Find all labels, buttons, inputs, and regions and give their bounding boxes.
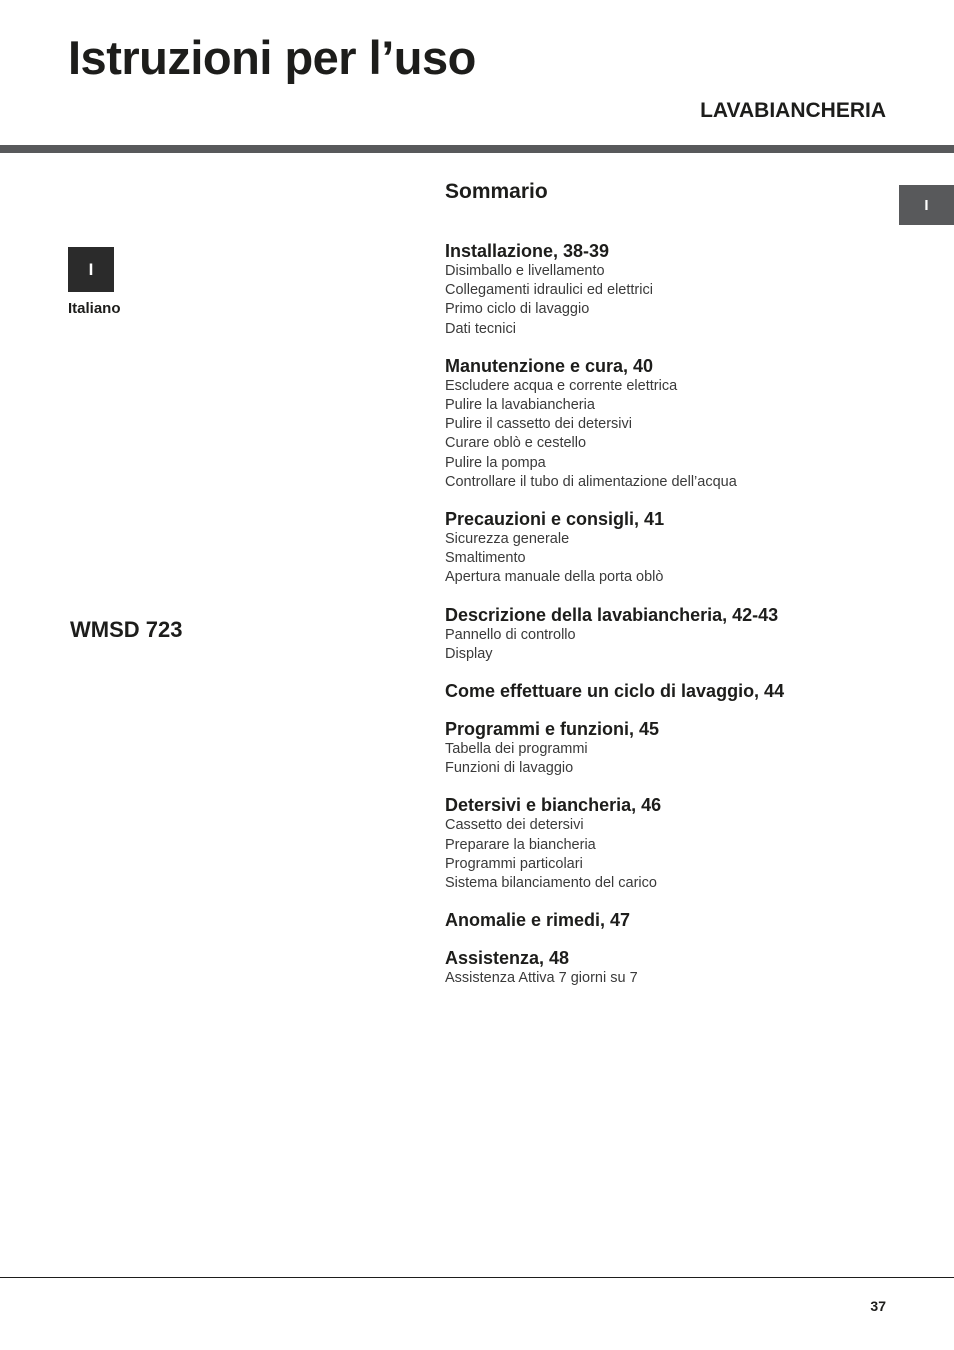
toc-section-title: Manutenzione e cura, 40 bbox=[445, 355, 654, 376]
table-of-contents bbox=[445, 240, 915, 1004]
toc-section-title: Anomalie e rimedi, 47 bbox=[445, 910, 631, 931]
toc-item: Collegamenti idraulici ed elettrici bbox=[445, 282, 653, 299]
toc-section-title: Detersivi e biancheria, 46 bbox=[445, 795, 662, 816]
toc-item: Pulire il cassetto dei detersivi bbox=[445, 416, 632, 433]
toc-item: Programmi particolari bbox=[445, 855, 583, 872]
footer-divider bbox=[0, 1277, 954, 1278]
toc-item: Preparare la biancheria bbox=[445, 836, 596, 853]
toc-section-title: Precauzioni e consigli, 41 bbox=[445, 509, 665, 530]
document-subtitle: LAVABIANCHERIA bbox=[700, 99, 886, 122]
toc-section-title: Assistenza, 48 bbox=[445, 948, 570, 969]
toc-section bbox=[445, 909, 915, 931]
toc-section-title: Come effettuare un ciclo di lavaggio, 44 bbox=[445, 681, 785, 702]
language-badge: I bbox=[68, 247, 114, 292]
toc-item: Cassetto dei detersivi bbox=[445, 817, 584, 834]
toc-section bbox=[445, 355, 915, 492]
toc-section-title: Programmi e funzioni, 45 bbox=[445, 719, 660, 740]
toc-item: Pannello di controllo bbox=[445, 626, 576, 643]
toc-item: Pulire la pompa bbox=[445, 454, 546, 471]
toc-item: Apertura manuale della porta oblò bbox=[445, 569, 664, 586]
toc-item: Assistenza Attiva 7 giorni su 7 bbox=[445, 970, 638, 987]
toc-item: Display bbox=[445, 645, 493, 662]
toc-section bbox=[445, 680, 915, 702]
toc-section bbox=[445, 604, 915, 664]
toc-item: Funzioni di lavaggio bbox=[445, 760, 574, 777]
toc-section bbox=[445, 794, 915, 893]
toc-item: Curare oblò e cestello bbox=[445, 435, 587, 452]
page-title: Istruzioni per l’uso bbox=[68, 31, 476, 84]
header-divider bbox=[0, 145, 954, 153]
toc-section-title: Descrizione della lavabiancheria, 42-43 bbox=[445, 604, 779, 625]
toc-item: Primo ciclo di lavaggio bbox=[445, 301, 590, 318]
toc-item: Smaltimento bbox=[445, 550, 526, 567]
toc-section-title: Installazione, 38-39 bbox=[445, 241, 610, 261]
toc-item: Escludere acqua e corrente elettrica bbox=[445, 377, 678, 394]
toc-item: Sistema bilanciamento del carico bbox=[445, 875, 657, 892]
page-number: 37 bbox=[870, 1298, 886, 1314]
toc-item: Sicurezza generale bbox=[445, 531, 570, 548]
toc-item: Tabella dei programmi bbox=[445, 741, 588, 758]
toc-section bbox=[445, 240, 915, 339]
language-side-tab: I bbox=[899, 185, 954, 225]
language-label: Italiano bbox=[68, 300, 121, 317]
toc-section bbox=[445, 508, 915, 588]
model-name: WMSD 723 bbox=[70, 617, 183, 642]
toc-item: Disimballo e livellamento bbox=[445, 263, 605, 279]
toc-item: Controllare il tubo di alimentazione dell’acqua bbox=[445, 473, 737, 490]
toc-item: Dati tecnici bbox=[445, 320, 516, 337]
toc-heading: Sommario bbox=[445, 180, 548, 203]
toc-item: Pulire la lavabiancheria bbox=[445, 397, 595, 414]
toc-section bbox=[445, 947, 915, 988]
toc-section bbox=[445, 718, 915, 778]
